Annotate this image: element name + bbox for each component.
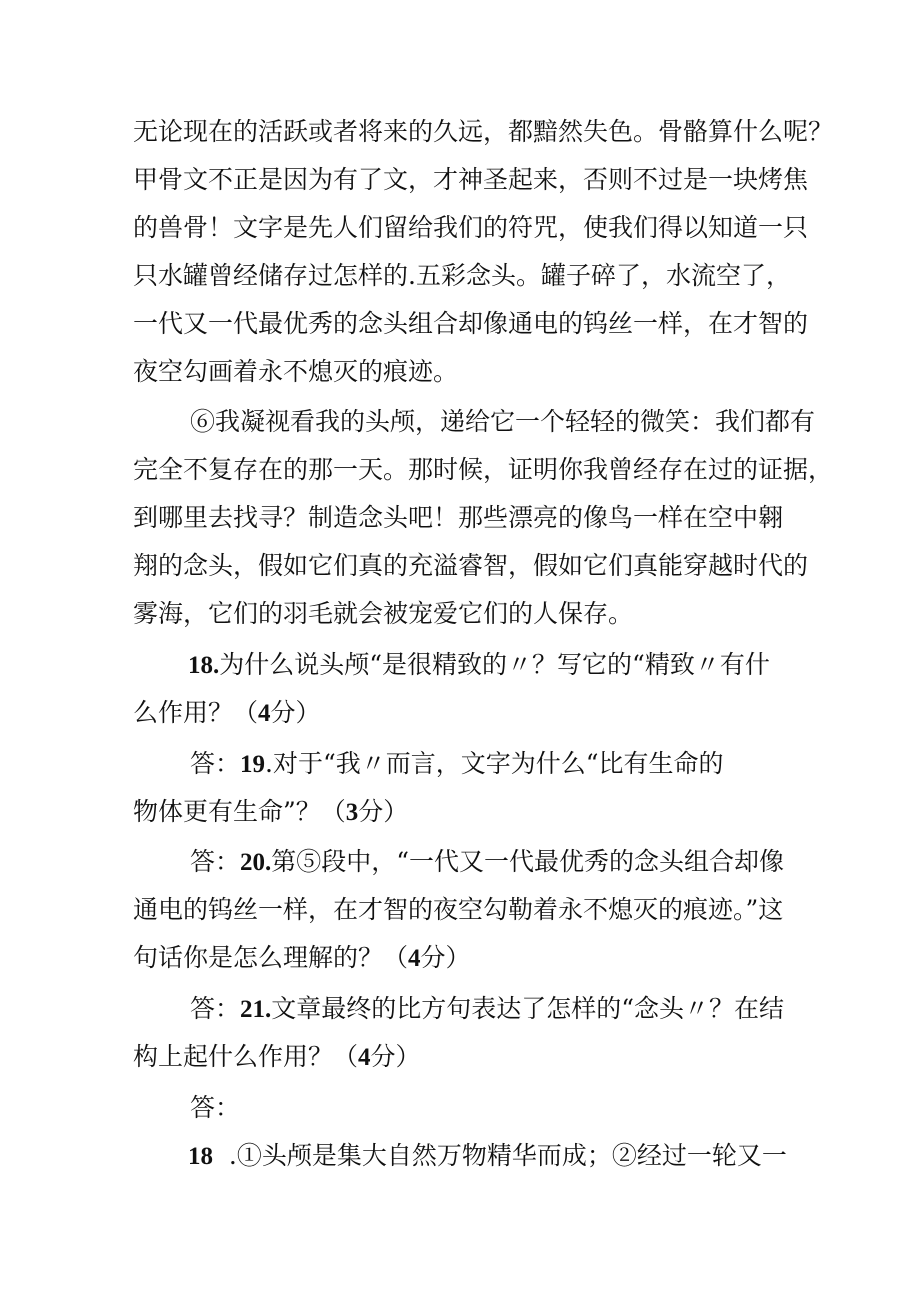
question-18-line-1 <box>188 650 770 681</box>
question-text: 分） <box>420 943 471 972</box>
question-number: 20. <box>240 849 272 876</box>
paragraph-line: 雾海，它们的羽毛就会被宠爱它们的人保存。 <box>133 599 634 628</box>
question-text: 么作用？（ <box>133 698 259 727</box>
question-score: 4 <box>258 700 271 727</box>
question-text: 文章最终的比方句表达了怎样的“念头〃？在结 <box>271 994 785 1023</box>
question-number: 19 <box>240 751 266 778</box>
paragraph-line: 到哪里去找寻？制造念头吧！那些漂亮的像鸟一样在空中翱 <box>133 503 784 532</box>
question-text: 句话你是怎么理解的？（ <box>133 943 409 972</box>
paragraph-line: 夜空勾画着永不熄灭的痕迹。 <box>133 357 459 386</box>
paragraph-line: 一代又一代最优秀的念头组合却像通电的钨丝一样，在才智的 <box>133 309 809 338</box>
answer-text: .①头颅是集大自然万物精华而成；②经过一轮又一 <box>213 1141 787 1170</box>
question-text: 分） <box>358 797 409 826</box>
question-20-line-1 <box>190 847 784 878</box>
question-19-line-2 <box>133 797 408 828</box>
answer-18-line-1 <box>188 1141 787 1172</box>
question-number: 21. <box>240 996 272 1023</box>
question-score: 4 <box>358 1044 371 1071</box>
question-text: 构上起什么作用？（ <box>133 1042 359 1071</box>
paragraph-line: 翔的念头，假如它们真的充溢睿智，假如它们真能穿越时代的 <box>133 551 809 580</box>
answer-prefix: 答： <box>190 847 241 876</box>
question-score: 3 <box>345 799 359 826</box>
question-18-line-2 <box>133 698 321 729</box>
paragraph-line: 无论现在的活跃或者将来的久远，都黯然失色。骨骼算什么呢？ <box>133 117 834 146</box>
question-text: 分） <box>270 698 321 727</box>
paragraph-line: 完全不复存在的那一天。那时候，证明你我曾经存在过的证据， <box>133 455 834 484</box>
question-21-line-1 <box>190 994 784 1025</box>
paragraph-line: ⑥我凝视看我的头颅，递给它一个轻轻的微笑：我们都有 <box>190 407 816 436</box>
question-text: 为什么说头颅“是很精致的〃？写它的“精致〃有什 <box>219 650 770 679</box>
paragraph-line: 只水罐曾经储存过怎样的.五彩念头。罐子碎了，水流空了， <box>133 261 791 290</box>
question-text: 分） <box>370 1042 421 1071</box>
answer-number: 18 <box>188 1143 213 1170</box>
answer-prefix: 答： <box>190 994 241 1023</box>
question-21-line-2 <box>133 1042 421 1073</box>
paragraph-line: 的兽骨！文字是先人们留给我们的符咒，使我们得以知道一只 <box>133 213 809 242</box>
question-text: 物体更有生命”？（ <box>133 797 346 826</box>
answer-label: 答： <box>190 1093 241 1122</box>
answer-prefix: 答： <box>190 749 241 778</box>
question-20-line-3 <box>133 943 471 974</box>
question-20-line-2: 通电的钨丝一样，在才智的夜空勾勒着永不熄灭的痕迹。”这 <box>133 895 784 924</box>
question-score: 4 <box>408 945 421 972</box>
question-text: 第⑤段中，“一代又一代最优秀的念头组合却像 <box>271 847 785 876</box>
question-text: .对于“我〃而言，文字为什么“比有生命的 <box>265 749 724 778</box>
question-number: 18. <box>188 652 220 679</box>
question-19-line-1 <box>190 749 724 780</box>
paragraph-line: 甲骨文不正是因为有了文，才神圣起来，否则不过是一块烤焦 <box>133 165 809 194</box>
